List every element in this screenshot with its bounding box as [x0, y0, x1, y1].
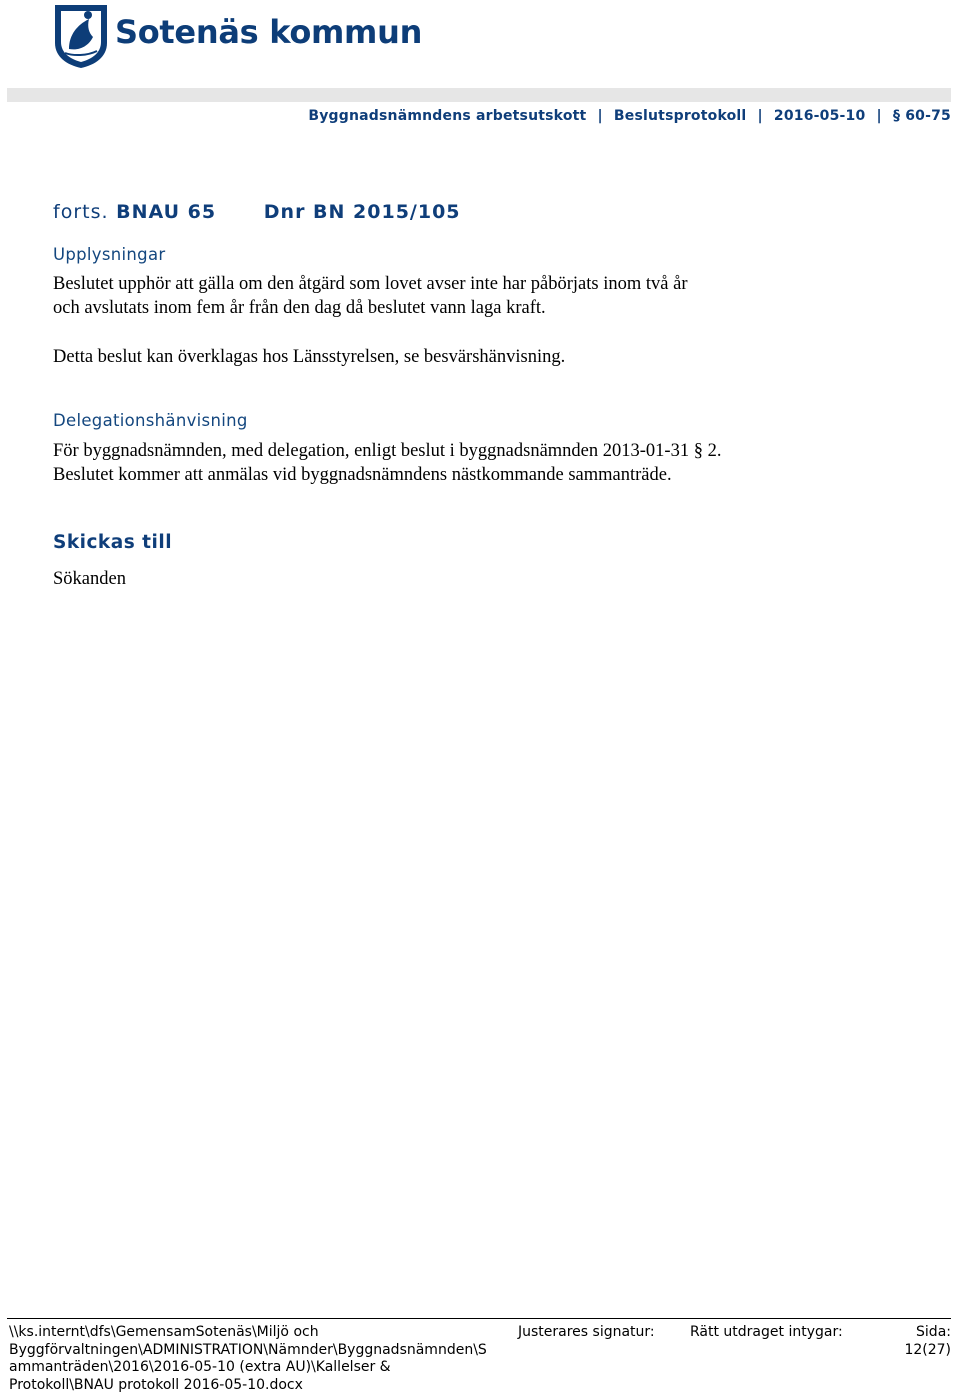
upplysningar-line-1: Beslutet upphör att gälla om den åtgärd som lovet avser inte har påbörjats inom två år [53, 272, 687, 296]
page-label: Sida: [904, 1324, 951, 1342]
certified-label: Rätt utdraget intygar: [690, 1324, 843, 1342]
committee-name: Byggnadsnämndens arbetsutskott [308, 108, 586, 124]
paragraph-symbol: § [893, 108, 900, 124]
recipient-value: Sökanden [53, 567, 126, 591]
municipal-crest-icon [53, 3, 109, 69]
header-rule [7, 88, 951, 102]
footer-rule [7, 1318, 951, 1319]
paragraph-range: 60-75 [905, 108, 951, 124]
organization-name: Sotenäs kommun [115, 13, 422, 51]
recipients-heading: Skickas till [53, 532, 172, 553]
section-title [53, 201, 461, 223]
file-path-line: Protokoll\BNAU protokoll 2016-05-10.docx [9, 1377, 487, 1394]
file-path-line: \\ks.internt\dfs\GemensamSotenäs\Miljö och [9, 1324, 487, 1342]
dnr-number: Dnr BN 2015/105 [264, 201, 461, 223]
delegation-heading: Delegationshänvisning [53, 411, 248, 430]
signature-label: Justerares signatur: [518, 1324, 655, 1342]
page-number [904, 1324, 951, 1359]
file-path-line: Byggförvaltningen\ADMINISTRATION\Nämnder\Byggnadsnämnden\S [9, 1342, 487, 1360]
document-type: Beslutsprotokoll [614, 108, 747, 124]
delegation-line-2: Beslutet kommer att anmälas vid byggnadsnämndens nästkommande sammanträde. [53, 463, 672, 487]
file-path-line: ammanträden\2016\2016-05-10 (extra AU)\Kallelser & [9, 1359, 487, 1377]
meeting-date: 2016-05-10 [774, 108, 866, 124]
page-value: 12(27) [904, 1342, 951, 1360]
delegation-line-1: För byggnadsnämnden, med delegation, enligt beslut i byggnadsnämnden 2013-01-31 § 2. [53, 439, 721, 463]
upplysningar-heading: Upplysningar [53, 245, 165, 264]
upplysningar-line-2: och avslutats inom fem år från den dag då beslutet vann laga kraft. [53, 296, 546, 320]
section-prefix: forts. [53, 201, 109, 223]
case-id: BNAU 65 [116, 201, 216, 223]
logo [53, 3, 393, 69]
appeal-notice: Detta beslut kan överklagas hos Länsstyrelsen, se besvärshänvisning. [53, 345, 565, 369]
document-header: Byggnadsnämndens arbetsutskott | Beslutsprotokoll | 2016-05-10 | § 60-75 [308, 108, 951, 124]
file-path [9, 1324, 487, 1394]
